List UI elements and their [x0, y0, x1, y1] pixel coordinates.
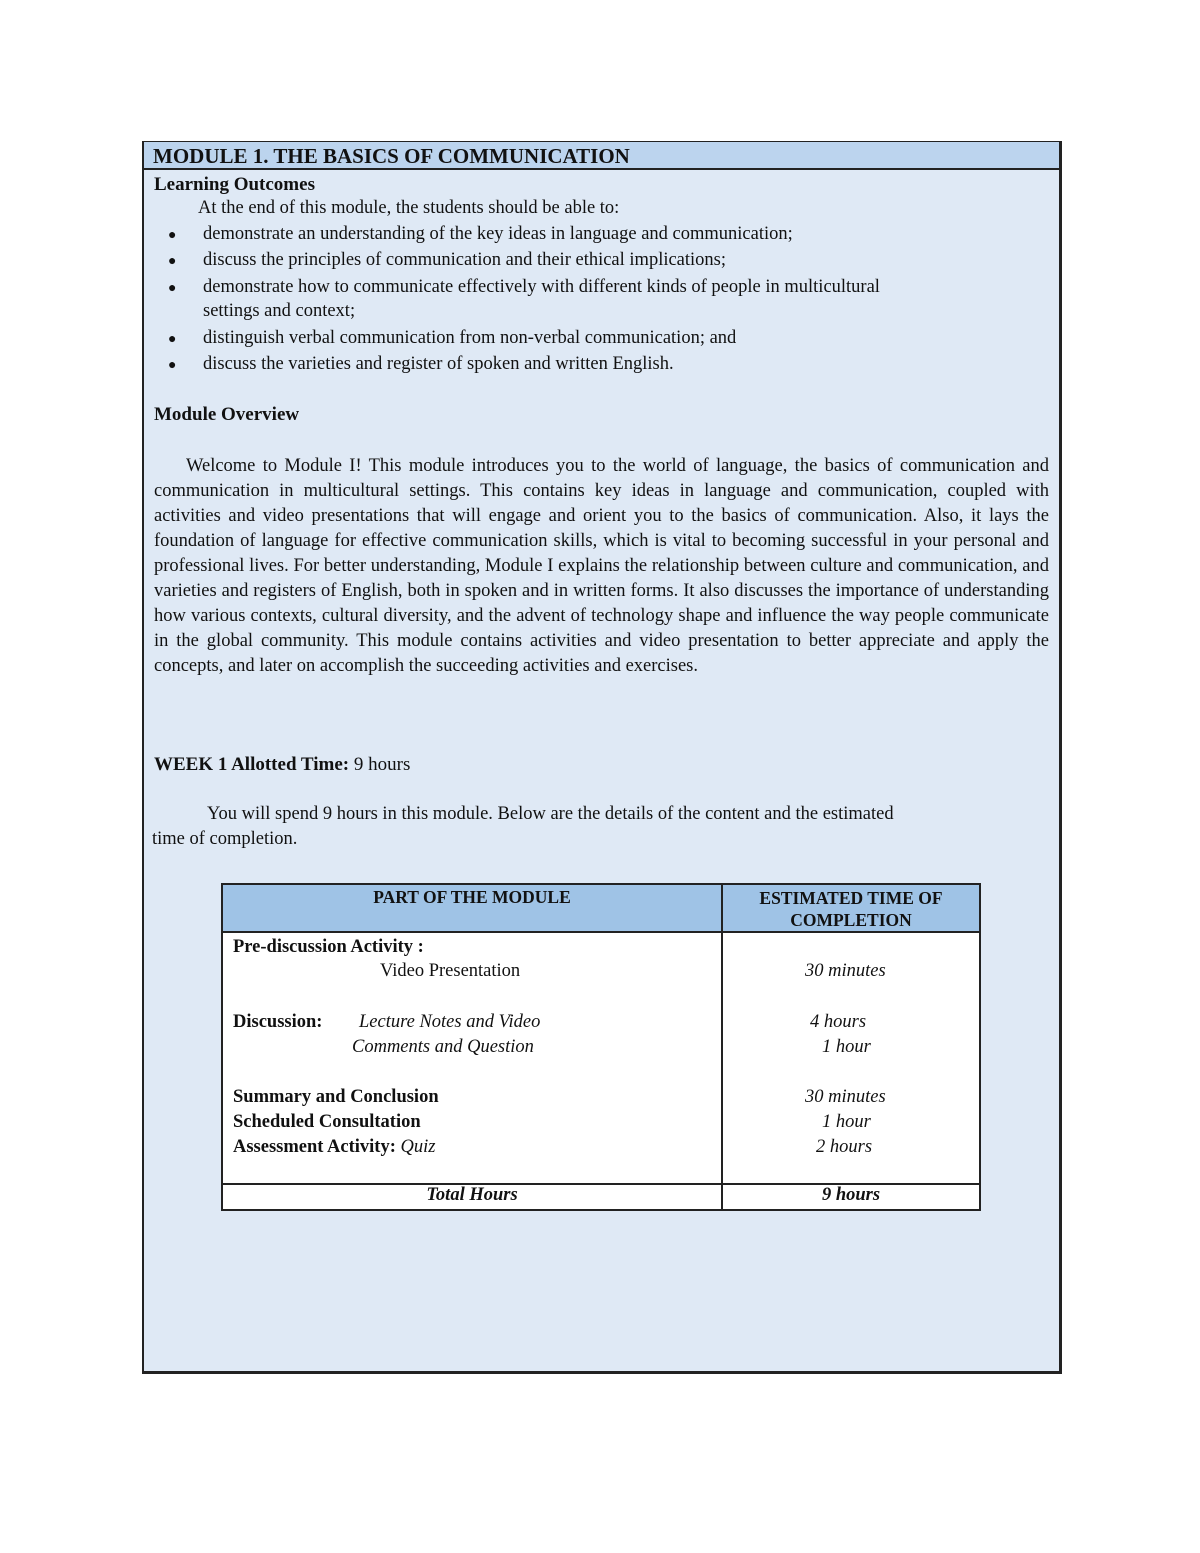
- assessment-row: [233, 1137, 435, 1158]
- outcome-item: demonstrate how to communicate effectively with different kinds of people in multicultural: [203, 277, 880, 297]
- header-part-of-module: PART OF THE MODULE: [222, 884, 722, 932]
- week-hours: 9 hours: [353, 754, 411, 775]
- outcome-item-continued: settings and context;: [203, 301, 356, 321]
- pre-discussion-time: 30 minutes: [805, 961, 886, 981]
- header-estimated-time-line1: ESTIMATED TIME OF: [759, 888, 943, 908]
- outcome-item: discuss the varieties and register of spoken and written English.: [203, 354, 674, 374]
- outcome-item: discuss the principles of communication and their ethical implications;: [203, 250, 727, 270]
- header-estimated-time: [722, 884, 980, 932]
- consultation-label: Scheduled Consultation: [233, 1112, 421, 1132]
- module-overview-heading: Module Overview: [154, 404, 300, 425]
- module-panel: [142, 141, 1062, 1374]
- discussion-item: Lecture Notes and Video: [359, 1012, 541, 1032]
- summary-label: Summary and Conclusion: [233, 1087, 439, 1107]
- table-row: [222, 932, 980, 1184]
- assessment-label: Assessment Activity:: [233, 1137, 396, 1157]
- discussion-time: 4 hours: [810, 1012, 867, 1032]
- bullet-icon: ●: [168, 281, 177, 296]
- summary-time: 30 minutes: [805, 1087, 886, 1107]
- module-title: MODULE 1. THE BASICS OF COMMUNICATION: [144, 142, 1059, 170]
- consultation-time: 1 hour: [822, 1112, 871, 1132]
- week-description: You will spend 9 hours in this module. Below are the details of the content and the estimated: [207, 804, 894, 824]
- total-label: Total Hours: [222, 1184, 722, 1210]
- times-cell: [722, 932, 980, 1184]
- bullet-icon: ●: [168, 254, 177, 269]
- bullet-icon: ●: [168, 358, 177, 373]
- module-overview-text: Welcome to Module I! This module introduces you to the world of language, the basics of communication and communication in multicultural settings. This contains key ideas in language and communication, coupled with activities and video presentations that will engage and orient you to the basics of communication. Also, it lays the foundation of language for effective communication skills, which is vital to becoming successful in your personal and professional lives. For better understanding, Module I explains the relationship between culture and communication, and varieties and registers of English, both in spoken and in written forms. It also discusses the importance of understanding how various contexts, cultural diversity, and the advent of technology shape and influence the way people communicate in the global community. This module contains activities and video presentation to better appreciate and apply the concepts, and later on accomplish the succeeding activities and exercises.: [154, 456, 1049, 676]
- header-estimated-time-line2: COMPLETION: [790, 910, 912, 930]
- pre-discussion-label: Pre-discussion Activity :: [233, 937, 424, 957]
- pre-discussion-item: Video Presentation: [380, 961, 521, 981]
- week-label: WEEK 1 Allotted Time:: [154, 754, 350, 775]
- outcome-item: demonstrate an understanding of the key ideas in language and communication;: [203, 224, 793, 244]
- learning-outcomes-heading: Learning Outcomes: [154, 174, 315, 195]
- schedule-table: [221, 883, 981, 1211]
- discussion-time: 1 hour: [822, 1037, 871, 1057]
- bullet-icon: ●: [168, 332, 177, 347]
- table-total-row: [222, 1184, 980, 1210]
- assessment-time: 2 hours: [816, 1137, 873, 1157]
- parts-cell: [222, 932, 722, 1184]
- discussion-label: Discussion:: [233, 1012, 323, 1032]
- bullet-icon: ●: [168, 228, 177, 243]
- week-allotted-time: [154, 754, 410, 776]
- discussion-item: Comments and Question: [352, 1037, 534, 1057]
- learning-outcomes-intro: At the end of this module, the students should be able to:: [198, 198, 620, 218]
- table-header-row: [222, 884, 980, 932]
- outcome-item: distinguish verbal communication from non-verbal communication; and: [203, 328, 737, 348]
- week-description-continued: time of completion.: [152, 829, 298, 849]
- assessment-item: Quiz: [400, 1137, 436, 1157]
- total-value: 9 hours: [722, 1184, 980, 1210]
